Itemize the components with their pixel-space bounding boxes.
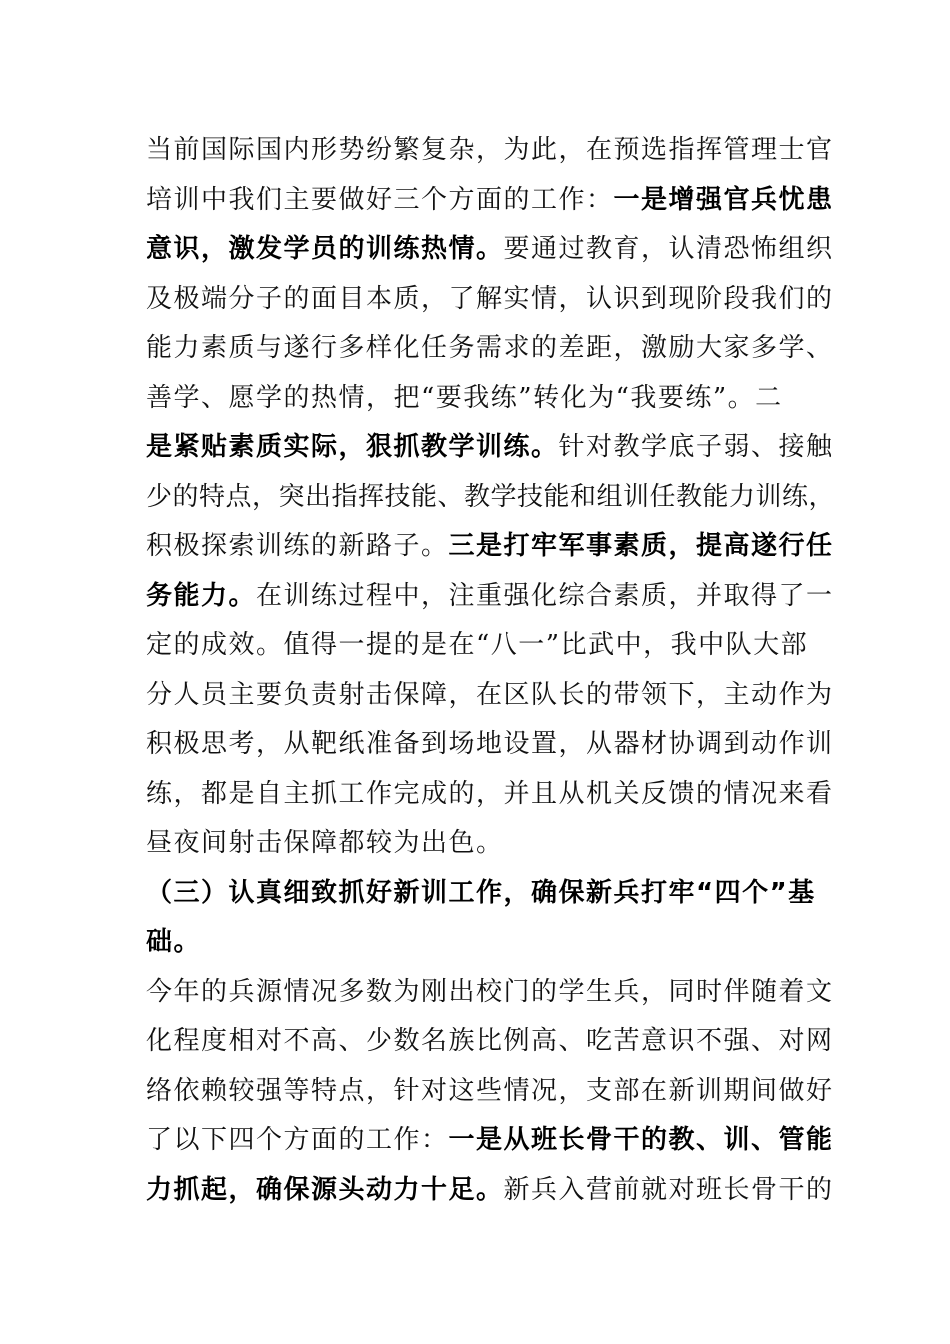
text-line [146,180,834,220]
text-line [146,378,826,418]
text-line [146,724,834,764]
text-run: 昼夜间射击保障都较为出色。 [146,828,504,858]
text-run: 新兵入营前就对班长骨干的 [503,1175,834,1205]
bold-text-run: 务能力。 [146,581,257,611]
text-run: 要通过教育，认清恐怖组织 [503,234,834,264]
text-run: 分人员主要负责射击保障，在区队长的带领下，主动作为 [146,680,834,710]
text-line [146,328,834,368]
bold-text-run: 础。 [146,927,202,957]
text-run: 积极思考，从靶纸准备到场地设置，从器材协调到动作训 [146,729,834,759]
text-line [146,427,834,467]
text-run: 今年的兵源情况多数为刚出校门的学生兵，同时伴随着文 [146,977,834,1007]
text-run: 在训练过程中，注重强化综合素质，并取得了一 [256,581,834,611]
text-line [146,625,826,665]
bold-text-run: 一是从班长骨干的教、训、管能 [448,1125,834,1155]
text-line [146,675,834,715]
text-run: 善学、愿学的热情，把“要我练”转化为“我要练”。二 [146,383,783,413]
text-line [146,774,834,814]
text-line [146,972,834,1012]
text-run: 培训中我们主要做好三个方面的工作： [146,185,614,215]
text-run: 络依赖较强等特点，针对这些情况，支部在新训期间做好 [146,1076,834,1106]
text-line [146,873,826,913]
text-run: 定的成效。值得一提的是在“八一”比武中，我中队大部 [146,630,809,660]
text-run: 针对教学底子弱、接触 [558,432,834,462]
text-line [146,576,834,616]
text-line [146,526,834,566]
text-line [146,1021,834,1061]
text-line [146,922,826,962]
text-run: 积极探索训练的新路子。 [146,531,449,561]
text-line [146,279,834,319]
text-line [146,477,836,517]
bold-text-run: 一是增强官兵忧患 [613,185,834,215]
text-run: 练，都是自主抓工作完成的，并且从机关反馈的情况来看 [146,779,834,809]
text-run: 化程度相对不高、少数名族比例高、吃苦意识不强、对网 [146,1026,834,1056]
text-run: 当前国际国内形势纷繁复杂，为此，在预选指挥管理士官 [146,135,834,165]
bold-text-run: 是紧贴素质实际，狠抓教学训练。 [146,432,559,462]
text-line [146,130,834,170]
text-line [146,1120,834,1160]
bold-text-run: （三）认真细致抓好新训工作，确保新兵打牢“四个”基 [146,878,816,908]
text-line [146,1071,834,1111]
text-line [146,229,834,269]
text-run: 了以下四个方面的工作： [146,1125,449,1155]
text-run: 能力素质与遂行多样化任务需求的差距，激励大家多学、 [146,333,834,363]
text-line [146,1170,834,1210]
text-run: 及极端分子的面目本质，了解实情，认识到现阶段我们的 [146,284,834,314]
bold-text-run: 意识，激发学员的训练热情。 [146,234,504,264]
text-run: 少的特点，突出指挥技能、教学技能和组训任教能力训练， [146,482,836,512]
bold-text-run: 三是打牢军事素质，提高遂行任 [448,531,834,561]
bold-text-run: 力抓起，确保源头动力十足。 [146,1175,504,1205]
text-line [146,823,826,863]
